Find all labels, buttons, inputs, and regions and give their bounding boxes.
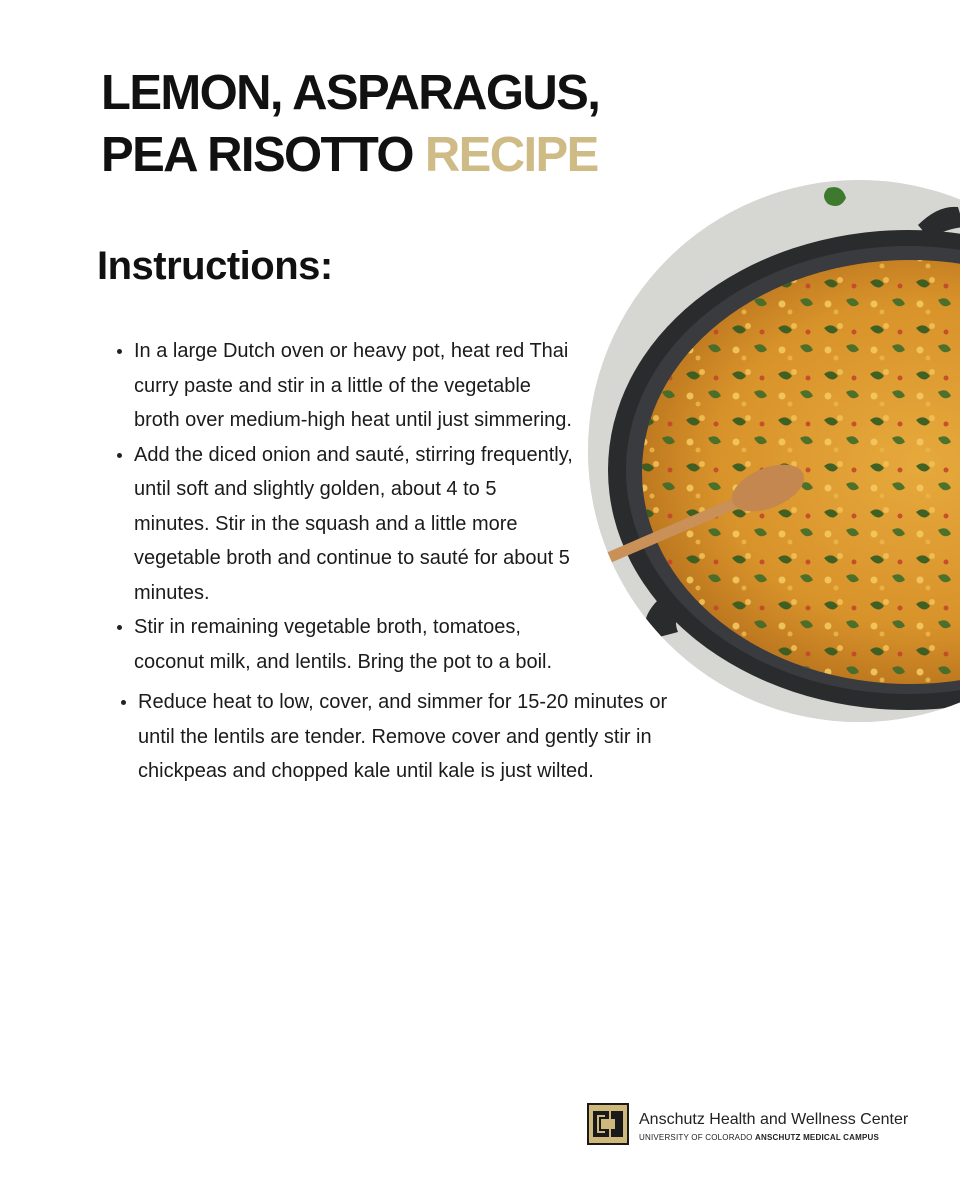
university-name: UNIVERSITY OF COLORADO [639, 1133, 753, 1142]
title-line-2: PEA RISOTTO [101, 128, 413, 182]
instruction-step: Stir in remaining vegetable broth, tomatoes, coconut milk, and lentils. Bring the pot to a boil. [134, 610, 574, 679]
instruction-step: Add the diced onion and sauté, stirring frequently, until soft and slightly golden, about 4 to 5 minutes. Stir in the squash and a little more vegetable broth and continue to sauté for about 5 minutes. [134, 438, 574, 611]
cu-logo-icon [587, 1103, 629, 1145]
campus-label: ANSCHUTZ MEDICAL CAMPUS [755, 1133, 880, 1142]
risotto-pan-illustration [588, 180, 960, 722]
campus-name [639, 1133, 879, 1142]
risotto-photo [588, 180, 960, 722]
title-line-1: LEMON, ASPARAGUS, [101, 66, 600, 120]
instruction-step: Reduce heat to low, cover, and simmer for 15-20 minutes or until the lentils are tender. Remove cover and gently stir in chickpeas and chopped kale until kale is just wilted. [138, 685, 678, 789]
instructions-heading: Instructions: [97, 244, 333, 288]
instruction-step: In a large Dutch oven or heavy pot, heat red Thai curry paste and stir in a little of the vegetable broth over medium-high heat until just simmering. [134, 334, 574, 438]
instructions-list [134, 334, 668, 789]
center-name: Anschutz Health and Wellness Center [639, 1111, 909, 1128]
title-accent: RECIPE [424, 128, 598, 182]
footer-branding [587, 1103, 927, 1149]
recipe-title [101, 62, 599, 186]
